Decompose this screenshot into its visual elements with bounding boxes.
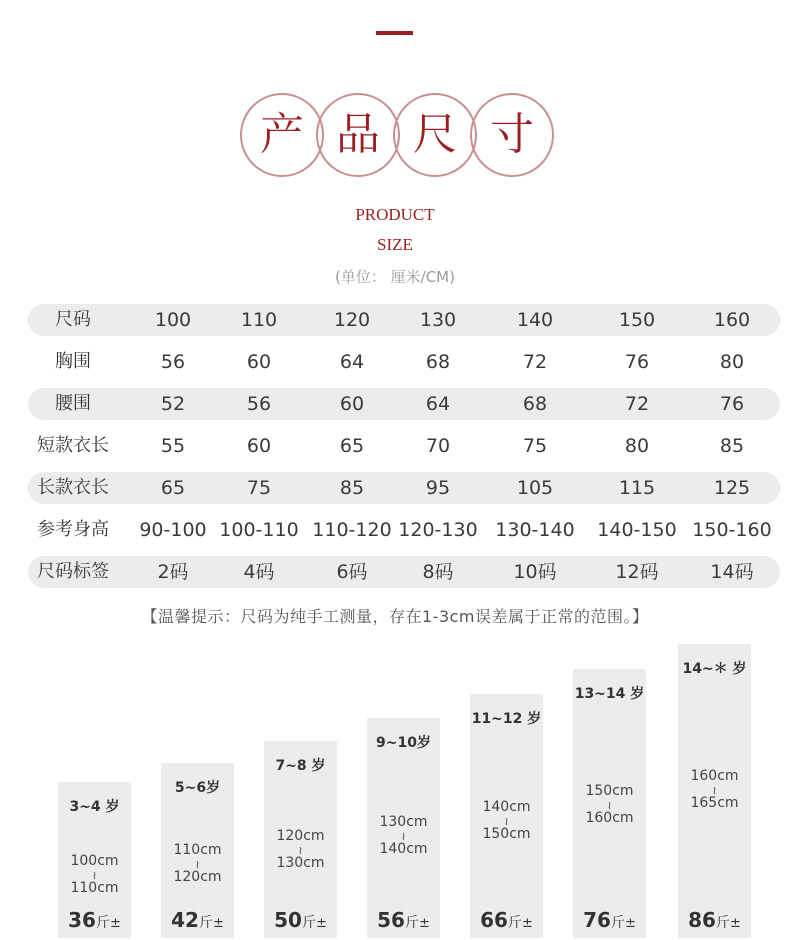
range-tilde: ≀ [607,799,612,812]
table-cell: 115 [618,477,656,499]
age-label: 5~6岁 [174,780,221,796]
table-row [28,514,780,546]
weight-unit: 斤 [198,915,213,931]
age-bar [573,669,646,938]
range-tilde: ≀ [92,869,97,882]
weight-value: 42 [171,908,199,932]
title-circle [316,93,400,177]
table-cell: 2码 [157,561,189,583]
age-bar [678,644,751,938]
table-cell: 6码 [336,561,368,583]
row-header: 胸围 [55,351,91,372]
weight-value: 36 [68,908,96,932]
age-bar [58,782,131,938]
plus-minus-icon: ± [521,916,533,931]
table-cell: 110 [240,309,278,331]
age-label: 9~10岁 [376,735,431,751]
table-cell: 85 [719,435,745,457]
table-cell: 52 [160,393,186,415]
table-cell: 64 [339,351,365,373]
row-header: 参考身高 [37,519,109,540]
table-cell: 68 [522,393,548,415]
weight-label [678,908,751,932]
age-bar [161,763,234,938]
table-cell: 10码 [513,561,557,583]
weight-label [58,908,131,932]
title-char: 尺 [413,109,457,160]
table-cell: 60 [246,351,272,373]
row-header: 腰围 [55,393,91,414]
table-row [28,388,780,420]
table-cell: 76 [719,393,745,415]
size-label: SIZE [377,235,413,254]
plus-minus-icon: ± [729,916,741,931]
age-label: 3~4 岁 [69,799,120,815]
row-header: 尺码 [55,309,91,330]
table-cell: 85 [339,477,365,499]
height-min: 130cm [379,814,428,830]
table-cell: 110-120 [312,519,392,541]
weight-label [573,908,646,932]
weight-unit: 斤 [404,915,419,931]
table-cell: 75 [246,477,272,499]
table-cell: 80 [624,435,650,457]
weight-unit: 斤 [95,915,110,931]
height-min: 150cm [585,783,634,799]
height-max: 110cm [70,880,119,896]
range-tilde: ≀ [504,815,509,828]
table-cell: 75 [522,435,548,457]
plus-minus-icon: ± [315,916,327,931]
title-circle [240,93,324,177]
weight-label [367,908,440,932]
table-cell: 72 [522,351,548,373]
table-cell: 8码 [422,561,454,583]
age-bar [264,741,337,938]
range-tilde: ≀ [298,844,303,857]
title-circle [393,93,477,177]
unit-note: (单位： 厘米/CM) [335,268,455,286]
weight-label [470,908,543,932]
product-label: PRODUCT [355,205,435,224]
table-cell: 120 [333,309,371,331]
plus-minus-icon: ± [109,916,121,931]
table-row [28,430,780,462]
table-cell: 100 [154,309,192,331]
size-table [28,304,780,598]
title-circles [240,93,560,183]
title-char: 产 [260,109,304,160]
table-cell: 12码 [615,561,659,583]
age-bar [470,694,543,938]
table-row [28,556,780,588]
table-cell: 72 [624,393,650,415]
title-char: 品 [336,109,380,160]
height-max: 140cm [379,841,428,857]
age-label: 7~8 岁 [275,758,326,774]
table-cell: 60 [339,393,365,415]
height-min: 140cm [482,799,531,815]
table-cell: 68 [425,351,451,373]
weight-value: 86 [688,908,716,932]
table-cell: 70 [425,435,451,457]
age-label: 13~14 岁 [574,686,645,702]
weight-value: 56 [377,908,405,932]
table-cell: 90-100 [139,519,207,541]
height-min: 120cm [276,828,325,844]
height-max: 130cm [276,855,325,871]
plus-minus-icon: ± [418,916,430,931]
height-max: 150cm [482,826,531,842]
title-char: 寸 [490,109,534,160]
range-tilde: ≀ [712,784,717,797]
weight-unit: 斤 [301,915,316,931]
table-cell: 14码 [710,561,754,583]
height-min: 100cm [70,853,119,869]
table-cell: 64 [425,393,451,415]
table-cell: 150 [618,309,656,331]
table-cell: 130 [419,309,457,331]
tip-text: 【温馨提示：尺码为纯手工测量，存在1-3cm误差属于正常的范围。】 [141,607,649,626]
table-cell: 125 [713,477,751,499]
table-cell: 105 [516,477,554,499]
row-header: 短款衣长 [37,435,109,456]
weight-value: 66 [480,908,508,932]
table-cell: 150-160 [692,519,772,541]
range-tilde: ≀ [195,858,200,871]
row-header: 尺码标签 [37,561,109,582]
weight-unit: 斤 [507,915,522,931]
table-row [28,346,780,378]
table-cell: 160 [713,309,751,331]
table-cell: 100-110 [219,519,299,541]
table-cell: 95 [425,477,451,499]
table-cell: 65 [339,435,365,457]
top-accent-bar [376,31,413,35]
age-label: 14~＊ 岁 [682,661,747,677]
weight-value: 76 [583,908,611,932]
weight-unit: 斤 [610,915,625,931]
weight-label [161,908,234,932]
height-max: 160cm [585,810,634,826]
table-cell: 80 [719,351,745,373]
table-cell: 56 [246,393,272,415]
plus-minus-icon: ± [212,916,224,931]
height-min: 160cm [690,768,739,784]
weight-value: 50 [274,908,302,932]
table-row [28,472,780,504]
weight-unit: 斤 [715,915,730,931]
table-cell: 55 [160,435,186,457]
table-cell: 4码 [243,561,275,583]
table-cell: 56 [160,351,186,373]
table-cell: 120-130 [398,519,478,541]
table-cell: 140-150 [597,519,677,541]
age-bar [367,718,440,938]
table-row [28,304,780,336]
height-max: 120cm [173,869,222,885]
table-cell: 76 [624,351,650,373]
table-cell: 140 [516,309,554,331]
table-cell: 130-140 [495,519,575,541]
plus-minus-icon: ± [624,916,636,931]
range-tilde: ≀ [401,830,406,843]
height-min: 110cm [173,842,222,858]
title-circle [470,93,554,177]
row-header: 长款衣长 [37,477,109,498]
height-max: 165cm [690,795,739,811]
table-cell: 65 [160,477,186,499]
age-label: 11~12 岁 [471,711,542,727]
table-cell: 60 [246,435,272,457]
weight-label [264,908,337,932]
